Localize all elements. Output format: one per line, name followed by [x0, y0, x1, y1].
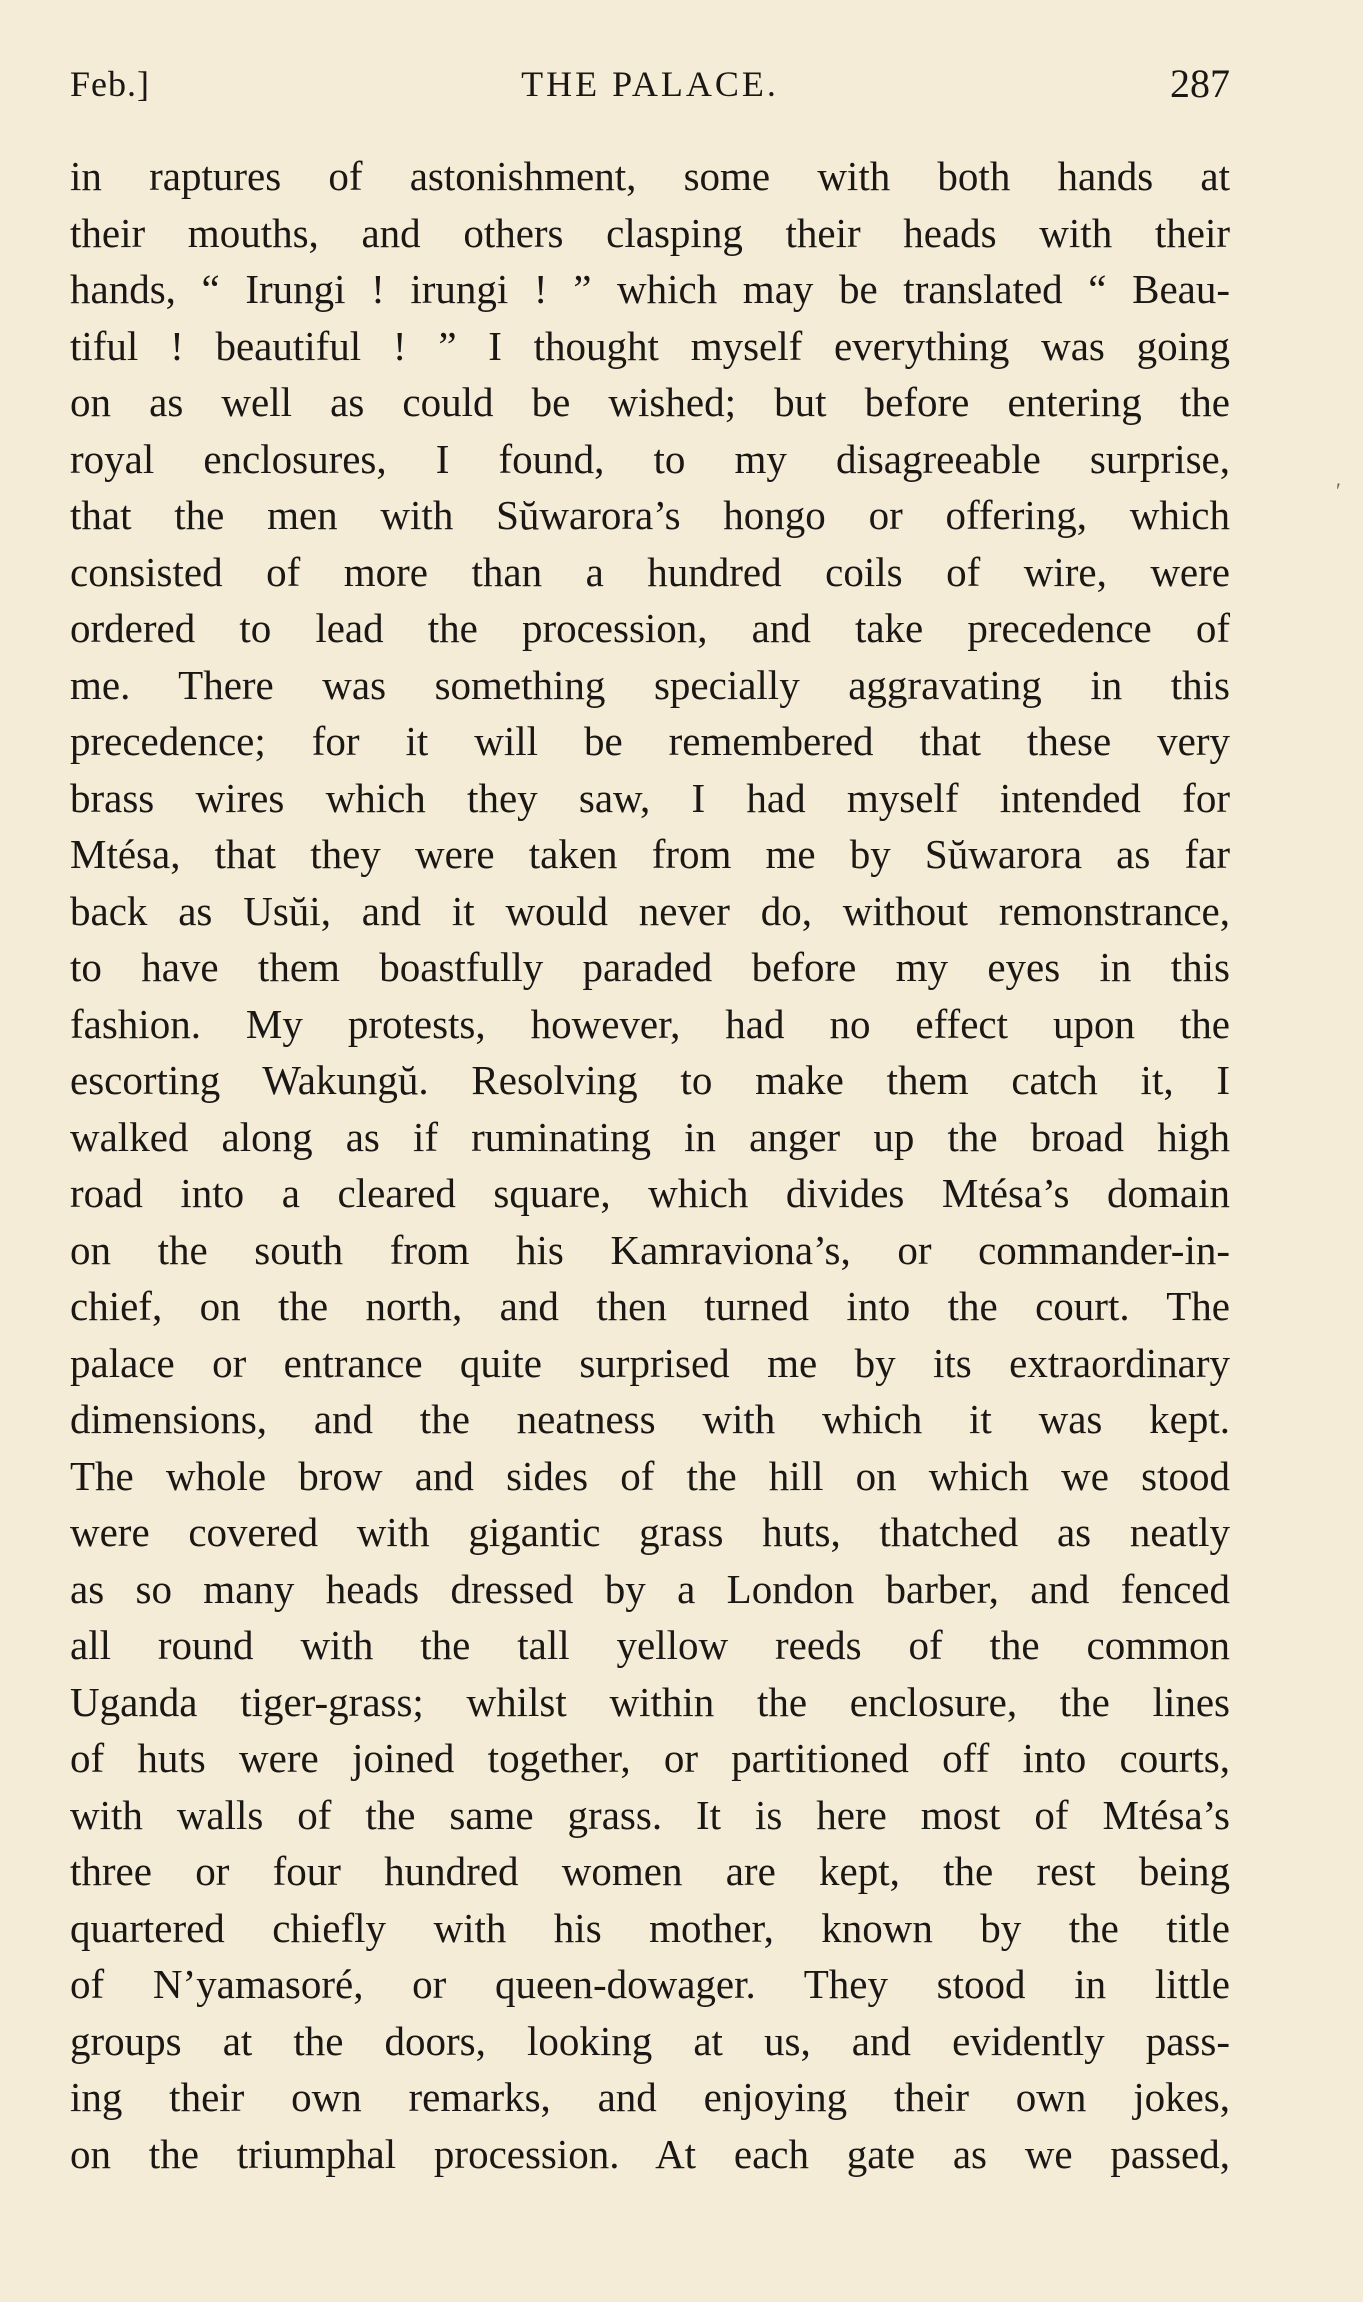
text-line: chief, on the north, and then turned into the court. The: [70, 1283, 1230, 1329]
text-line: escorting Wakungŭ. Resolving to make them catch it, I: [70, 1057, 1230, 1103]
running-head-month: Feb.]: [70, 64, 150, 104]
body-paragraph: [70, 148, 1230, 2182]
text-line: road into a cleared square, which divides Mtésa’s domain: [70, 1170, 1230, 1216]
text-line: three or four hundred women are kept, the rest being: [70, 1848, 1230, 1894]
text-line: palace or entrance quite surprised me by its extraordinary: [70, 1339, 1230, 1386]
text-line: me. There was something specially aggravating in this: [70, 661, 1230, 708]
text-line: hands, “ Irungi ! irungi ! ” which may be translated “ Beau-: [70, 266, 1230, 312]
text-line: dimensions, and the neatness with which it was kept.: [70, 1396, 1230, 1442]
text-line: on the triumphal procession. At each gate as we passed,: [70, 2130, 1230, 2177]
margin-mark: ′: [1336, 478, 1341, 503]
text-line: with walls of the same grass. It is here most of Mtésa’s: [70, 1791, 1230, 1838]
running-head: [70, 56, 1230, 112]
running-head-title: THE PALACE.: [521, 64, 779, 104]
text-line: in raptures of astonishment, some with both hands at: [70, 153, 1230, 199]
text-line: fashion. My protests, however, had no effect upon the: [70, 1000, 1230, 1047]
text-line: ing their own remarks, and enjoying their own jokes,: [70, 2074, 1230, 2120]
text-line: consisted of more than a hundred coils of wire, were: [70, 548, 1230, 595]
text-line: of N’yamasoré, or queen-dowager. They stood in little: [70, 1961, 1230, 2007]
text-line: as so many heads dressed by a London barber, and fenced: [70, 1565, 1230, 1612]
text-line: were covered with gigantic grass huts, thatched as neatly: [70, 1509, 1230, 1555]
text-line: that the men with Sŭwarora’s hongo or offering, which: [70, 492, 1230, 538]
text-line: their mouths, and others clasping their heads with their: [70, 209, 1230, 256]
text-line: precedence; for it will be remembered that these very: [70, 718, 1230, 764]
text-line: Uganda tiger-grass; whilst within the enclosure, the lines: [70, 1678, 1230, 1725]
text-line: quartered chiefly with his mother, known by the title: [70, 1904, 1230, 1951]
text-line: brass wires which they saw, I had myself intended for: [70, 774, 1230, 821]
text-line: on the south from his Kamraviona’s, or commander-in-: [70, 1226, 1230, 1273]
text-line: walked along as if ruminating in anger up the broad high: [70, 1113, 1230, 1160]
text-line: all round with the tall yellow reeds of the common: [70, 1622, 1230, 1668]
text-line: tiful ! beautiful ! ” I thought myself everything was going: [70, 322, 1230, 369]
page-number: 287: [1170, 61, 1230, 106]
text-line: of huts were joined together, or partitioned off into courts,: [70, 1735, 1230, 1781]
text-line: groups at the doors, looking at us, and evidently pass-: [70, 2017, 1230, 2064]
text-line: ordered to lead the procession, and take precedence of: [70, 605, 1230, 651]
text-line: Mtésa, that they were taken from me by Sŭwarora as far: [70, 831, 1230, 877]
text-line: royal enclosures, I found, to my disagreeable surprise,: [70, 435, 1230, 482]
text-line: The whole brow and sides of the hill on which we stood: [70, 1452, 1230, 1499]
text-line: to have them boastfully paraded before my eyes in this: [70, 944, 1230, 990]
text-line: on as well as could be wished; but before entering the: [70, 379, 1230, 425]
text-line: back as Usŭi, and it would never do, without remonstrance,: [70, 887, 1230, 934]
